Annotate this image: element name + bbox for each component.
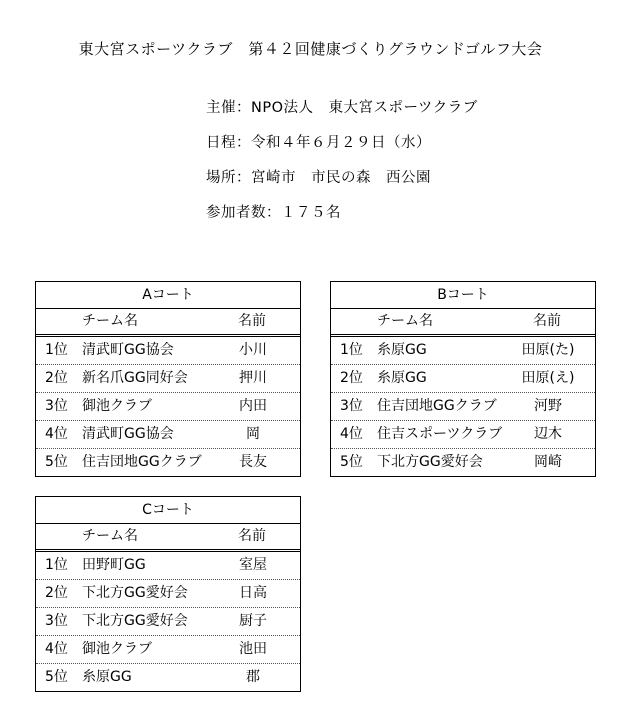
court-b-rows: [331, 337, 595, 476]
organizer-line: 主催：NPO法人 東大宮スポーツクラブ: [206, 100, 478, 116]
name-cell: 厨子: [239, 613, 267, 629]
team-cell: 新名爪GG同好会: [82, 370, 188, 386]
name-cell: 岡崎: [534, 454, 562, 470]
team-cell: 住吉スポーツクラブ: [377, 426, 503, 442]
table-row: [36, 337, 300, 365]
name-cell: 室屋: [239, 557, 267, 573]
venue-line: 場所：宮崎市 市民の森 西公園: [206, 170, 431, 186]
team-cell: 糸原GG: [377, 370, 427, 386]
name-column-header: 名前: [533, 313, 561, 329]
name-cell: 岡: [246, 426, 260, 442]
court-c-rows: [36, 552, 300, 691]
rank-cell: 4位: [340, 426, 363, 442]
table-row: [36, 393, 300, 421]
court-b-title: Bコート: [331, 282, 595, 309]
team-cell: 住吉団地GGクラブ: [377, 398, 497, 414]
rank-cell: 2位: [45, 370, 68, 386]
court-a-column-headers: [36, 309, 300, 337]
table-row: [36, 421, 300, 449]
rank-cell: 4位: [45, 426, 68, 442]
name-cell: 郡: [246, 669, 260, 685]
team-cell: 糸原GG: [82, 669, 132, 685]
team-cell: 住吉団地GGクラブ: [82, 454, 202, 470]
name-cell: 小川: [239, 342, 267, 358]
court-a-table: [35, 281, 301, 477]
court-c-table: [35, 496, 301, 692]
rank-cell: 1位: [45, 557, 68, 573]
name-cell: 辺木: [534, 426, 562, 442]
name-cell: 日高: [239, 585, 267, 601]
rank-cell: 5位: [45, 454, 68, 470]
team-column-header: チーム名: [82, 528, 138, 544]
name-cell: 池田: [239, 641, 267, 657]
team-cell: 糸原GG: [377, 342, 427, 358]
table-row: [331, 449, 595, 476]
court-b-column-headers: [331, 309, 595, 337]
table-row: [36, 365, 300, 393]
table-row: [331, 365, 595, 393]
table-row: [36, 552, 300, 580]
court-a-rows: [36, 337, 300, 476]
team-cell: 御池クラブ: [82, 398, 152, 414]
court-c-title: Cコート: [36, 497, 300, 524]
rank-cell: 5位: [340, 454, 363, 470]
team-cell: 下北方GG愛好会: [377, 454, 483, 470]
name-column-header: 名前: [238, 528, 266, 544]
name-column-header: 名前: [238, 313, 266, 329]
team-cell: 清武町GG協会: [82, 342, 174, 358]
rank-cell: 2位: [340, 370, 363, 386]
court-c-column-headers: [36, 524, 300, 552]
rank-cell: 2位: [45, 585, 68, 601]
table-row: [331, 421, 595, 449]
table-row: [36, 608, 300, 636]
name-cell: 内田: [239, 398, 267, 414]
name-cell: 河野: [534, 398, 562, 414]
rank-cell: 3位: [45, 398, 68, 414]
table-row: [36, 580, 300, 608]
rank-cell: 1位: [340, 342, 363, 358]
team-column-header: チーム名: [377, 313, 433, 329]
team-cell: 田野町GG: [82, 557, 146, 573]
table-row: [36, 636, 300, 664]
name-cell: 田原(え): [521, 370, 575, 386]
table-row: [36, 664, 300, 691]
rank-cell: 3位: [340, 398, 363, 414]
rank-cell: 3位: [45, 613, 68, 629]
team-cell: 下北方GG愛好会: [82, 613, 188, 629]
team-cell: 清武町GG協会: [82, 426, 174, 442]
table-row: [36, 449, 300, 476]
name-cell: 長友: [239, 454, 267, 470]
name-cell: 押川: [239, 370, 267, 386]
date-line: 日程：令和４年６月２９日（水）: [206, 135, 431, 151]
document-title: 東大宮スポーツクラブ 第４２回健康づくりグラウンドゴルフ大会: [78, 40, 543, 58]
table-row: [331, 393, 595, 421]
rank-cell: 1位: [45, 342, 68, 358]
team-cell: 下北方GG愛好会: [82, 585, 188, 601]
court-a-title: Aコート: [36, 282, 300, 309]
team-cell: 御池クラブ: [82, 641, 152, 657]
participants-line: 参加者数：１７５名: [206, 205, 341, 221]
team-column-header: チーム名: [82, 313, 138, 329]
table-row: [331, 337, 595, 365]
court-b-table: [330, 281, 596, 477]
name-cell: 田原(た): [521, 342, 575, 358]
rank-cell: 4位: [45, 641, 68, 657]
rank-cell: 5位: [45, 669, 68, 685]
